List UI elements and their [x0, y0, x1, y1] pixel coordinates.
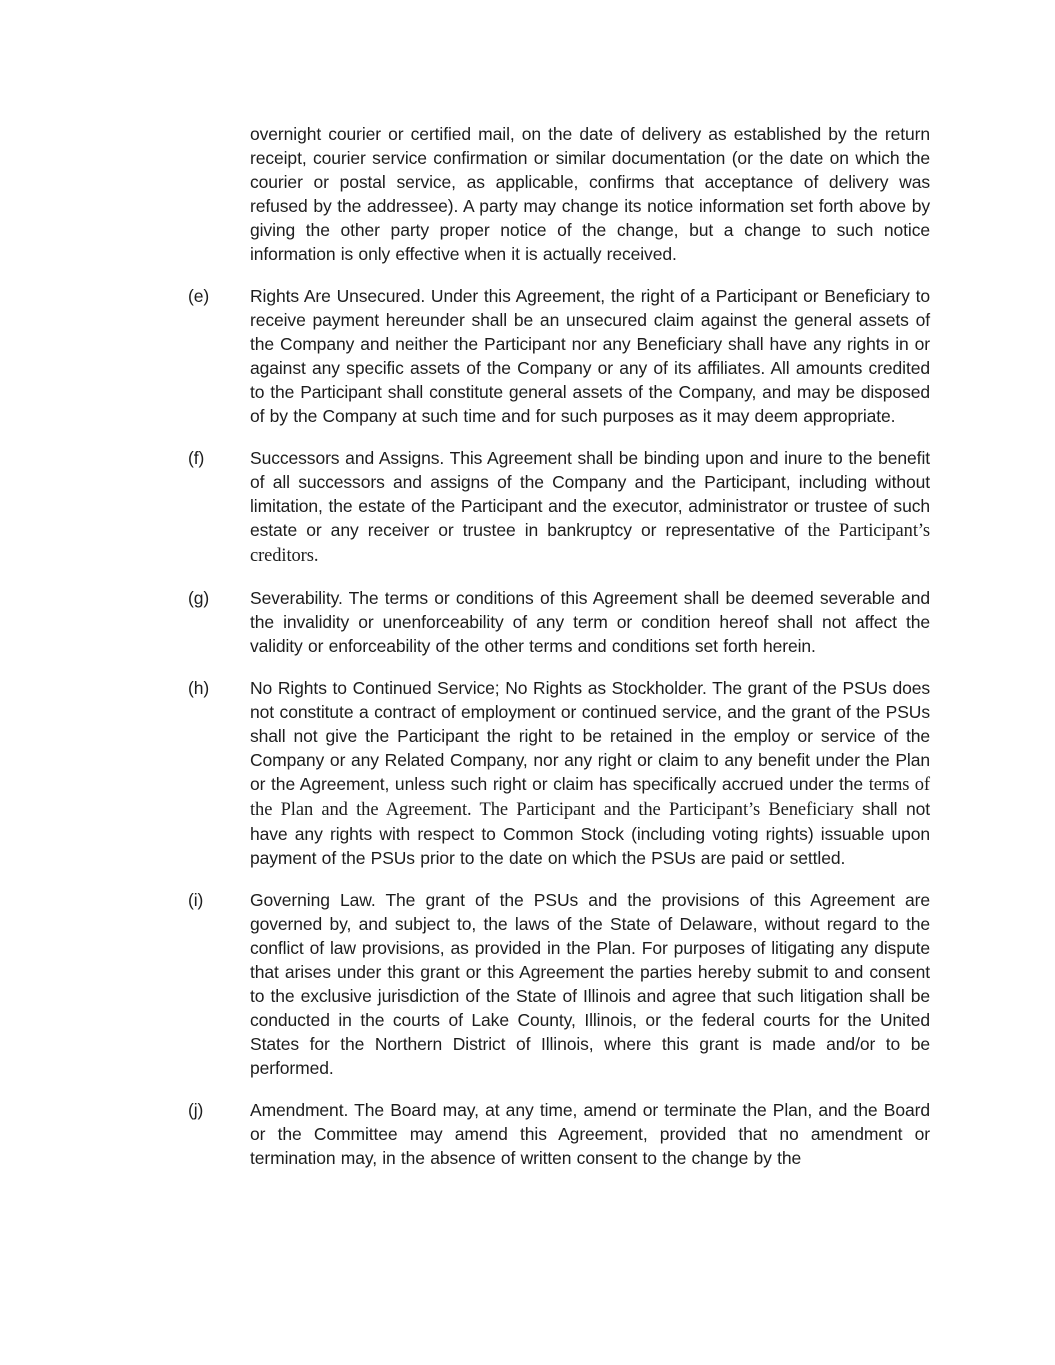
text-segment: No Rights to Continued Service; No Rights as Stockholder. The grant of the PSUs does not constitute a contract of employment or continued service, and the grant of the PSUs shall not give the Participant the right to be retained in the employ or service of the Company or any Related Company, nor any right or claim to any benefit under the Plan or the Agreement, unless such right or claim has specifically accrued under the	[250, 678, 930, 794]
paragraph-text	[250, 446, 930, 568]
paragraph-label: (e)	[188, 286, 210, 306]
paragraph	[188, 446, 930, 568]
paragraph	[188, 586, 930, 658]
paragraph-text	[250, 676, 930, 870]
text-segment: Amendment. The Board may, at any time, amend or terminate the Plan, and the Board or the Committee may amend this Agreement, provided that no amendment or termination may, in the absence of written consent to the change by the	[250, 1100, 930, 1168]
text-segment: shall not have any rights with respect to Common Stock (including voting rights) issuable upon payment of the PSUs prior to the date on which the PSUs are paid or settled.	[250, 799, 931, 868]
paragraph-text	[250, 586, 930, 658]
paragraph-label: (f)	[188, 448, 205, 468]
document-content	[188, 122, 930, 1188]
text-segment: Successors and Assigns. This Agreement shall be binding upon and inure to the benefit of all successors and assigns of the Company and the Participant, including without limitation, the estate of the Participant and the executor, administrator or trustee of such estate or any receiver or trustee in bankruptcy or representative of	[250, 448, 930, 540]
text-segment: Governing Law. The grant of the PSUs and the provisions of this Agreement are governed by, and subject to, the laws of the State of Delaware, without regard to the conflict of law provisions, as provided in the Plan. For purposes of litigating any dispute that arises under this grant or this Agreement the parties hereby submit to and consent to the exclusive jurisdiction of the State of Illinois and agree that such litigation shall be conducted in the courts of Lake County, Illinois, or the federal courts for the United States for the Northern District of Illinois, where this grant is made and/or to be performed.	[250, 890, 930, 1078]
text-segment: the Participant’s creditors.	[250, 521, 930, 566]
paragraph-text	[250, 122, 930, 266]
text-segment: terms of the Plan and the Agreement. The Participant and the Participant’s Beneficiary	[250, 775, 930, 820]
text-segment: Severability. The terms or conditions of this Agreement shall be deemed severable and the invalidity or unenforceability of any term or condition hereof shall not affect the validity or enforceability of the other terms and conditions set forth herein.	[250, 588, 930, 656]
text-segment: Rights Are Unsecured. Under this Agreement, the right of a Participant or Beneficiary to receive payment hereunder shall be an unsecured claim against the general assets of the Company and neither the Participant nor any Beneficiary shall have any rights in or against any specific assets of the Company or any of its affiliates. All amounts credited to the Participant shall constitute general assets of the Company, and may be disposed of by the Company at such time and for such purposes as it may deem appropriate.	[250, 286, 930, 426]
paragraph-label: (h)	[188, 678, 210, 698]
paragraph-label: (g)	[188, 588, 210, 608]
paragraph-label: (i)	[188, 890, 204, 910]
paragraph	[188, 1098, 930, 1170]
text-segment: overnight courier or certified mail, on the date of delivery as established by the return receipt, courier service confirmation or similar documentation (or the date on which the courier or postal service, as applicable, confirms that acceptance of delivery was refused by the addressee). A party may change its notice information set forth above by giving the other party proper notice of the change, but a change to such notice information is only effective when it is actually received.	[250, 124, 930, 264]
paragraph	[188, 676, 930, 870]
paragraph-text	[250, 284, 930, 428]
paragraph-label: (j)	[188, 1100, 204, 1120]
paragraph-text	[250, 888, 930, 1080]
paragraph	[188, 284, 930, 428]
paragraph-text	[250, 1098, 930, 1170]
paragraph	[188, 888, 930, 1080]
paragraph	[188, 122, 930, 266]
